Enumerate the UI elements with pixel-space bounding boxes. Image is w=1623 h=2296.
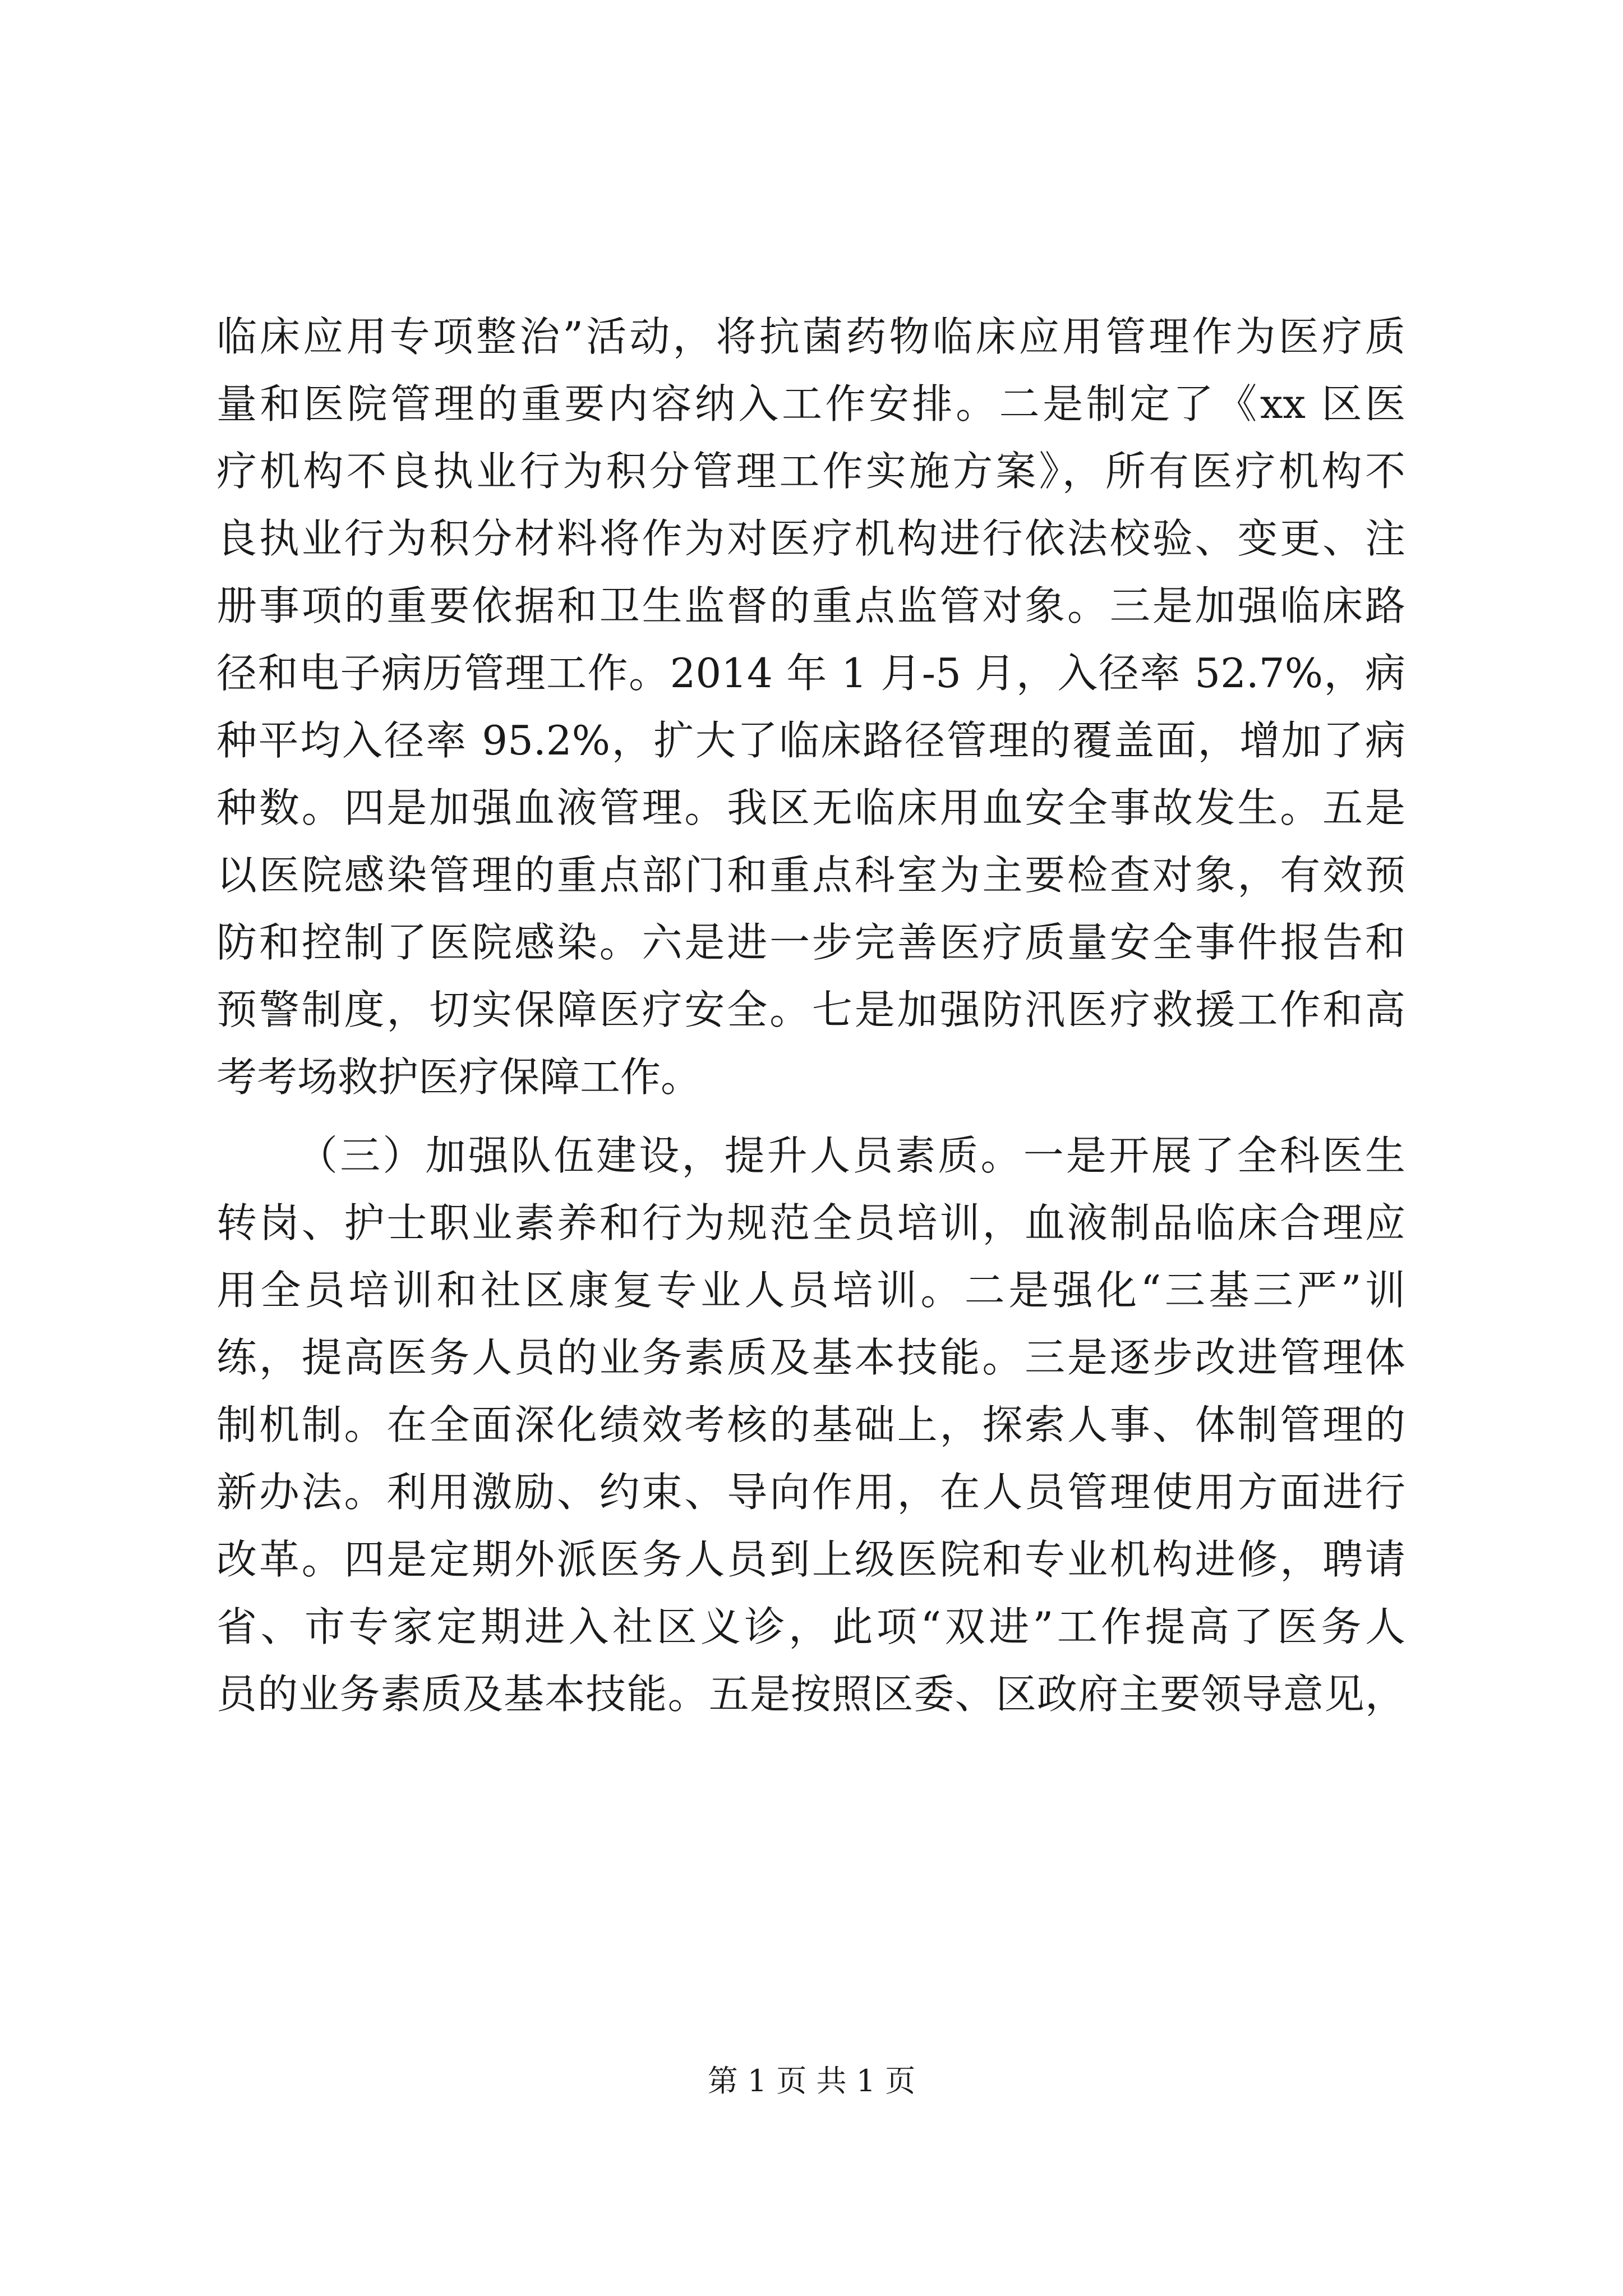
text-line: 册事项的重要依据和卫生监督的重点监管对象。三是加强临床路: [216, 582, 1405, 629]
text-line: 防和控制了医院感染。六是进一步完善医疗质量安全事件报告和: [216, 919, 1405, 966]
text-line: 种数。四是加强血液管理。我区无临床用血安全事故发生。五是: [216, 784, 1405, 831]
text-line: 转岗、护士职业素养和行为规范全员培训，血液制品临床合理应: [216, 1199, 1405, 1246]
text-line: 员的业务素质及基本技能。五是按照区委、区政府主要领导意见，: [216, 1671, 1405, 1718]
text-line: 用全员培训和社区康复专业人员培训。二是强化“三基三严”训: [216, 1267, 1405, 1314]
paragraph-heading-line: （三）加强队伍建设，提升人员素质。一是开展了全科医生: [297, 1132, 1405, 1179]
text-line: 新办法。利用激励、约束、导向作用，在人员管理使用方面进行: [216, 1469, 1405, 1516]
text-line: 种平均入径率 95.2%，扩大了临床路径管理的覆盖面，增加了病: [216, 717, 1405, 764]
text-line: 省、市专家定期进入社区义诊，此项“双进”工作提高了医务人: [216, 1603, 1405, 1650]
text-line: 以医院感染管理的重点部门和重点科室为主要检查对象，有效预: [216, 852, 1405, 899]
text-line: 径和电子病历管理工作。2014 年 1 月-5 月，入径率 52.7%，病: [216, 650, 1405, 697]
text-line: 考考场救护医疗保障工作。: [216, 1053, 702, 1101]
text-line: 制机制。在全面深化绩效考核的基础上，探索人事、体制管理的: [216, 1401, 1405, 1448]
text-line: 良执业行为积分材料将作为对医疗机构进行依法校验、变更、注: [216, 515, 1405, 562]
text-line: 练，提高医务人员的业务素质及基本技能。三是逐步改进管理体: [216, 1334, 1405, 1381]
text-line: 临床应用专项整治”活动，将抗菌药物临床应用管理作为医疗质: [216, 313, 1405, 360]
text-line: 疗机构不良执业行为积分管理工作实施方案》，所有医疗机构不: [216, 448, 1405, 495]
text-line: 量和医院管理的重要内容纳入工作安排。二是制定了《xx 区医: [216, 380, 1405, 427]
text-line: 改革。四是定期外派医务人员到上级医院和专业机构进修，聘请: [216, 1536, 1405, 1583]
text-line: 预警制度，切实保障医疗安全。七是加强防汛医疗救援工作和高: [216, 986, 1405, 1033]
page-number-footer: 第 1 页 共 1 页: [707, 2063, 916, 2099]
